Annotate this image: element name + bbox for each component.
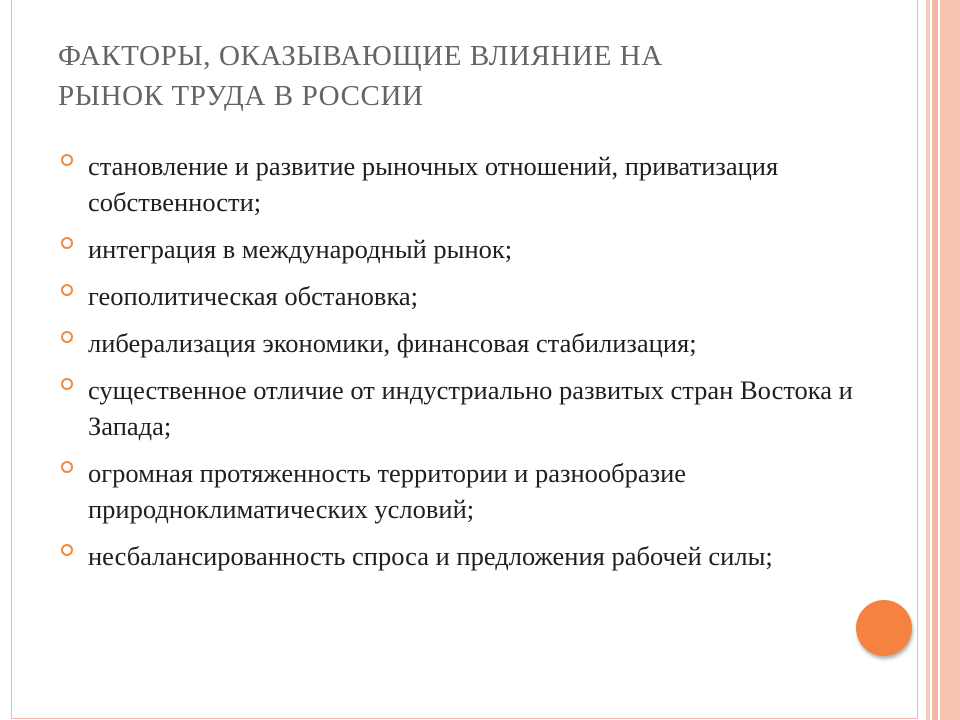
- bullet-text: становление и развитие рыночных отношений, приватизация собственности;: [88, 151, 779, 217]
- bullet-text: либерализация экономики, финансовая стабилизация;: [88, 328, 697, 358]
- hollow-circle-bullet-icon: [61, 284, 73, 296]
- list-item: [60, 325, 860, 361]
- orange-circle-icon: [856, 600, 912, 656]
- decorative-stripe: [940, 0, 960, 720]
- hollow-circle-bullet-icon: [61, 237, 73, 249]
- hollow-circle-bullet-icon: [61, 154, 73, 166]
- decorative-stripe: [932, 0, 938, 720]
- hollow-circle-bullet-icon: [61, 461, 73, 473]
- bullet-list: [60, 148, 860, 585]
- list-item: [60, 231, 860, 267]
- bullet-text: интеграция в международный рынок;: [88, 234, 513, 264]
- bullet-text: огромная протяженность территории и разнообразие природноклиматических условий;: [88, 458, 687, 524]
- list-item: [60, 455, 860, 527]
- hollow-circle-bullet-icon: [61, 331, 73, 343]
- hollow-circle-bullet-icon: [61, 544, 73, 556]
- slide-title: ФАКТОРЫ, ОКАЗЫВАЮЩИЕ ВЛИЯНИЕ НА РЫНОК ТРУДА В РОССИИ: [58, 40, 663, 112]
- bullet-text: геополитическая обстановка;: [88, 281, 419, 311]
- bullet-text: несбалансированность спроса и предложения рабочей силы;: [88, 541, 773, 571]
- list-item: [60, 148, 860, 220]
- decorative-stripe: [926, 0, 930, 720]
- list-item: [60, 538, 860, 574]
- hollow-circle-bullet-icon: [61, 378, 73, 390]
- list-item: [60, 372, 860, 444]
- list-item: [60, 278, 860, 314]
- bullet-text: существенное отличие от индустриально развитых стран Востока и Запада;: [88, 375, 853, 441]
